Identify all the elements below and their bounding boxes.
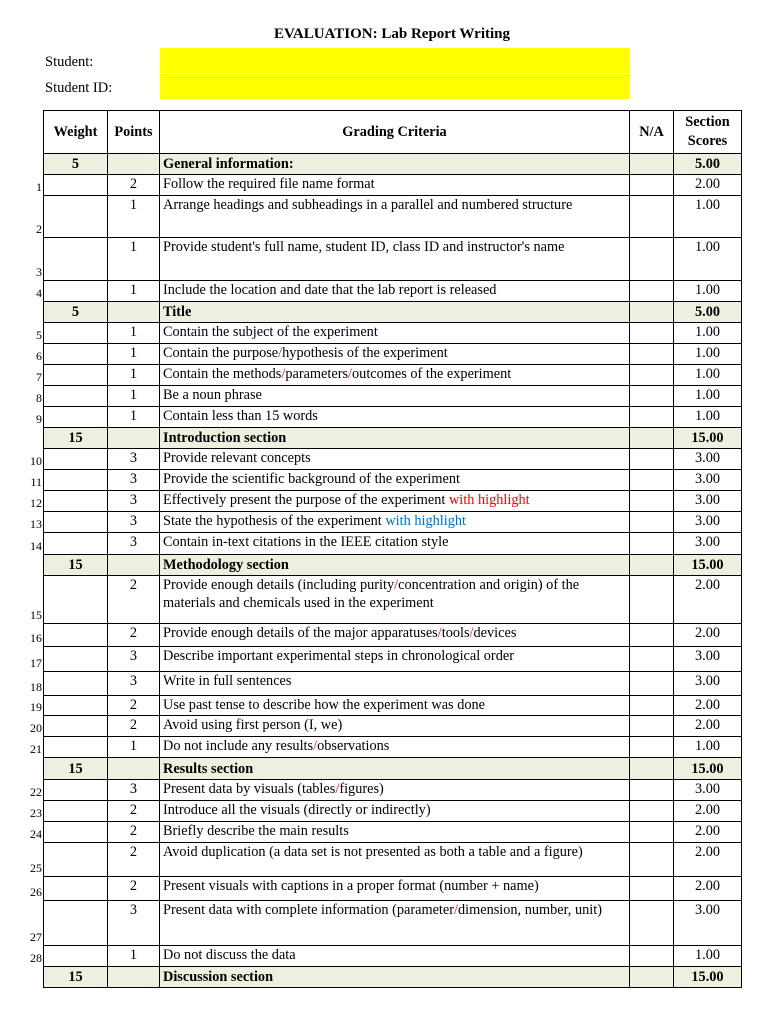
- criteria-na-cell[interactable]: [630, 196, 674, 238]
- section-score: 5.00: [674, 154, 742, 175]
- criteria-text-cell: [160, 822, 630, 843]
- section-na-cell[interactable]: [630, 555, 674, 576]
- row-number: 23: [30, 806, 42, 820]
- criteria-weight: [44, 822, 108, 843]
- criteria-score: 3.00: [674, 449, 742, 470]
- section-title: Methodology section: [160, 555, 630, 576]
- row-number: 15: [30, 608, 42, 622]
- criteria-text: Do not include any results/observations: [163, 738, 390, 754]
- criteria-points: 1: [108, 386, 160, 407]
- criteria-text: Provide the scientific background of the experiment: [163, 471, 460, 487]
- criteria-na-cell[interactable]: [630, 672, 674, 696]
- section-score: 5.00: [674, 302, 742, 323]
- criteria-na-cell[interactable]: [630, 323, 674, 344]
- criteria-score: 2.00: [674, 801, 742, 822]
- criteria-row: [44, 780, 742, 801]
- section-row: [44, 154, 742, 175]
- criteria-score: 1.00: [674, 946, 742, 967]
- criteria-score: 1.00: [674, 323, 742, 344]
- row-number: 26: [30, 885, 42, 899]
- criteria-text-cell: [160, 533, 630, 555]
- section-points: [108, 758, 160, 780]
- criteria-row: [44, 843, 742, 877]
- criteria-row: [44, 512, 742, 533]
- section-na-cell[interactable]: [630, 967, 674, 988]
- criteria-text-cell: [160, 323, 630, 344]
- criteria-text: Contain the purpose/hypothesis of the experiment: [163, 345, 448, 361]
- criteria-text: Present data by visuals (tables/figures): [163, 781, 384, 797]
- criteria-weight: [44, 716, 108, 737]
- criteria-points: 3: [108, 449, 160, 470]
- criteria-score: 1.00: [674, 365, 742, 386]
- section-row: [44, 302, 742, 323]
- criteria-points: 1: [108, 946, 160, 967]
- criteria-weight: [44, 624, 108, 647]
- criteria-points: 3: [108, 901, 160, 946]
- page-title: EVALUATION: Lab Report Writing: [273, 26, 510, 42]
- criteria-text-cell: [160, 624, 630, 647]
- criteria-text-cell: [160, 696, 630, 716]
- criteria-na-cell[interactable]: [630, 737, 674, 758]
- student-label: Student:: [45, 54, 94, 70]
- criteria-na-cell[interactable]: [630, 344, 674, 365]
- criteria-na-cell[interactable]: [630, 877, 674, 901]
- criteria-score: 3.00: [674, 672, 742, 696]
- col-header-na: N/A: [630, 111, 674, 154]
- criteria-score: 1.00: [674, 196, 742, 238]
- section-title: General information:: [160, 154, 630, 175]
- criteria-points: 2: [108, 696, 160, 716]
- criteria-row: [44, 901, 742, 946]
- criteria-points: 1: [108, 365, 160, 386]
- criteria-text: Present visuals with captions in a proper format (number + name): [163, 878, 539, 894]
- criteria-text-cell: [160, 449, 630, 470]
- criteria-points: 3: [108, 470, 160, 491]
- criteria-points: 3: [108, 491, 160, 512]
- criteria-row: [44, 576, 742, 624]
- criteria-points: 1: [108, 196, 160, 238]
- criteria-weight: [44, 737, 108, 758]
- criteria-weight: [44, 780, 108, 801]
- criteria-text: Provide enough details of the major apparatuses/tools/devices: [163, 625, 517, 641]
- row-number: 1: [36, 180, 42, 194]
- criteria-weight: [44, 491, 108, 512]
- criteria-points: 2: [108, 877, 160, 901]
- section-weight: 5: [44, 154, 108, 175]
- student-name-field[interactable]: [160, 48, 630, 73]
- section-row: [44, 555, 742, 576]
- row-number: 21: [30, 742, 42, 756]
- criteria-weight: [44, 576, 108, 624]
- criteria-weight: [44, 801, 108, 822]
- row-number: 17: [30, 656, 42, 670]
- criteria-text-cell: [160, 238, 630, 281]
- row-number: 11: [30, 475, 42, 489]
- criteria-points: 3: [108, 780, 160, 801]
- criteria-text: Include the location and date that the lab report is released: [163, 282, 497, 298]
- row-number: 6: [36, 349, 42, 363]
- criteria-na-cell[interactable]: [630, 470, 674, 491]
- table-header-row: [44, 111, 742, 154]
- criteria-weight: [44, 365, 108, 386]
- criteria-na-cell[interactable]: [630, 946, 674, 967]
- criteria-points: 2: [108, 576, 160, 624]
- criteria-row: [44, 533, 742, 555]
- section-score: 15.00: [674, 555, 742, 576]
- criteria-score: 2.00: [674, 877, 742, 901]
- criteria-row: [44, 238, 742, 281]
- criteria-points: 2: [108, 801, 160, 822]
- criteria-text-cell: [160, 196, 630, 238]
- criteria-weight: [44, 470, 108, 491]
- row-number: 5: [36, 328, 42, 342]
- section-score: 15.00: [674, 967, 742, 988]
- criteria-score: 2.00: [674, 576, 742, 624]
- criteria-weight: [44, 196, 108, 238]
- criteria-na-cell[interactable]: [630, 533, 674, 555]
- section-score: 15.00: [674, 758, 742, 780]
- section-row: [44, 758, 742, 780]
- section-weight: 15: [44, 428, 108, 449]
- criteria-score: 2.00: [674, 696, 742, 716]
- criteria-row: [44, 407, 742, 428]
- section-na-cell[interactable]: [630, 428, 674, 449]
- criteria-score: 3.00: [674, 512, 742, 533]
- criteria-text-cell: [160, 407, 630, 428]
- criteria-score: 1.00: [674, 344, 742, 365]
- section-title: Discussion section: [160, 967, 630, 988]
- criteria-score: 1.00: [674, 386, 742, 407]
- criteria-weight: [44, 843, 108, 877]
- criteria-weight: [44, 238, 108, 281]
- criteria-text-cell: [160, 470, 630, 491]
- criteria-text-cell: [160, 801, 630, 822]
- row-number: 22: [30, 785, 42, 799]
- criteria-na-cell[interactable]: [630, 780, 674, 801]
- criteria-text: Contain less than 15 words: [163, 408, 318, 424]
- student-id-field[interactable]: [160, 74, 630, 99]
- criteria-points: 1: [108, 281, 160, 302]
- criteria-row: [44, 696, 742, 716]
- row-number: 3: [36, 265, 42, 279]
- criteria-weight: [44, 344, 108, 365]
- criteria-score: 1.00: [674, 737, 742, 758]
- row-number: 19: [30, 700, 42, 714]
- section-title: Title: [160, 302, 630, 323]
- col-header-points: Points: [108, 111, 160, 154]
- row-number: 13: [30, 517, 42, 531]
- criteria-text: State the hypothesis of the experiment: [163, 513, 382, 529]
- criteria-text: Avoid using first person (I, we): [163, 717, 343, 733]
- criteria-points: 1: [108, 238, 160, 281]
- criteria-points: 3: [108, 647, 160, 672]
- criteria-text: Use past tense to describe how the experiment was done: [163, 697, 485, 713]
- criteria-text: Provide student's full name, student ID, class ID and instructor's name: [163, 239, 565, 255]
- criteria-text: Introduce all the visuals (directly or indirectly): [163, 802, 431, 818]
- section-row: [44, 967, 742, 988]
- criteria-text-cell: [160, 175, 630, 196]
- criteria-row: [44, 801, 742, 822]
- criteria-text: Contain the methods/parameters/outcomes of the experiment: [163, 366, 512, 382]
- section-points: [108, 428, 160, 449]
- criteria-text: Write in full sentences: [163, 673, 292, 689]
- section-score: 15.00: [674, 428, 742, 449]
- criteria-text: Describe important experimental steps in chronological order: [163, 648, 514, 664]
- criteria-score: 2.00: [674, 624, 742, 647]
- criteria-row: [44, 624, 742, 647]
- col-header-weight: Weight: [44, 111, 108, 154]
- criteria-na-cell[interactable]: [630, 449, 674, 470]
- criteria-text: Contain the subject of the experiment: [163, 324, 378, 340]
- section-na-cell[interactable]: [630, 758, 674, 780]
- criteria-weight: [44, 877, 108, 901]
- criteria-row: [44, 491, 742, 512]
- criteria-text-cell: [160, 877, 630, 901]
- criteria-weight: [44, 901, 108, 946]
- criteria-row: [44, 672, 742, 696]
- criteria-points: 2: [108, 822, 160, 843]
- criteria-score: 3.00: [674, 901, 742, 946]
- criteria-na-cell[interactable]: [630, 238, 674, 281]
- criteria-na-cell[interactable]: [630, 281, 674, 302]
- criteria-text-cell: [160, 281, 630, 302]
- criteria-score: 2.00: [674, 822, 742, 843]
- criteria-row: [44, 822, 742, 843]
- criteria-score: 1.00: [674, 281, 742, 302]
- criteria-text: Avoid duplication (a data set is not presented as both a table and a figure): [163, 844, 583, 860]
- row-number: 12: [30, 496, 42, 510]
- grading-table: [43, 110, 742, 988]
- row-number: 7: [36, 370, 42, 384]
- criteria-na-cell[interactable]: [630, 576, 674, 624]
- criteria-weight: [44, 407, 108, 428]
- criteria-text-cell: [160, 491, 630, 512]
- criteria-text-cell: [160, 901, 630, 946]
- section-na-cell[interactable]: [630, 302, 674, 323]
- criteria-score: 3.00: [674, 780, 742, 801]
- criteria-text-cell: [160, 365, 630, 386]
- criteria-weight: [44, 533, 108, 555]
- criteria-text-cell: [160, 647, 630, 672]
- criteria-points: 1: [108, 344, 160, 365]
- section-title: Results section: [160, 758, 630, 780]
- criteria-score: 2.00: [674, 175, 742, 196]
- col-header-criteria: Grading Criteria: [160, 111, 630, 154]
- row-number: 10: [30, 454, 42, 468]
- criteria-row: [44, 716, 742, 737]
- criteria-text: Contain in-text citations in the IEEE citation style: [163, 534, 449, 550]
- criteria-score: 2.00: [674, 716, 742, 737]
- criteria-weight: [44, 281, 108, 302]
- criteria-row: [44, 386, 742, 407]
- criteria-na-cell[interactable]: [630, 901, 674, 946]
- criteria-row: [44, 281, 742, 302]
- criteria-points: 3: [108, 512, 160, 533]
- criteria-na-cell[interactable]: [630, 716, 674, 737]
- row-number: 20: [30, 721, 42, 735]
- criteria-text: Briefly describe the main results: [163, 823, 349, 839]
- criteria-score: 3.00: [674, 470, 742, 491]
- criteria-row: [44, 877, 742, 901]
- criteria-text-cell: [160, 737, 630, 758]
- row-number: 9: [36, 412, 42, 426]
- section-na-cell[interactable]: [630, 154, 674, 175]
- criteria-points: 2: [108, 624, 160, 647]
- criteria-row: [44, 344, 742, 365]
- criteria-text-cell: [160, 780, 630, 801]
- criteria-score: 3.00: [674, 647, 742, 672]
- criteria-points: 2: [108, 843, 160, 877]
- criteria-row: [44, 196, 742, 238]
- criteria-row: [44, 946, 742, 967]
- criteria-weight: [44, 512, 108, 533]
- criteria-score: 3.00: [674, 533, 742, 555]
- section-points: [108, 154, 160, 175]
- criteria-score: 2.00: [674, 843, 742, 877]
- criteria-weight: [44, 946, 108, 967]
- criteria-na-cell[interactable]: [630, 843, 674, 877]
- student-id-label: Student ID:: [45, 80, 113, 96]
- row-number: 18: [30, 680, 42, 694]
- row-number: 16: [30, 631, 42, 645]
- criteria-na-cell[interactable]: [630, 647, 674, 672]
- criteria-points: 2: [108, 716, 160, 737]
- criteria-na-cell[interactable]: [630, 365, 674, 386]
- row-number: 28: [30, 951, 42, 965]
- section-row: [44, 428, 742, 449]
- criteria-weight: [44, 175, 108, 196]
- criteria-text: Follow the required file name format: [163, 176, 375, 192]
- criteria-text-cell: [160, 576, 630, 624]
- criteria-points: 3: [108, 672, 160, 696]
- criteria-text-cell: [160, 843, 630, 877]
- section-points: [108, 555, 160, 576]
- criteria-text: Provide relevant concepts: [163, 450, 311, 466]
- col-header-section-scores: Section Scores: [674, 111, 742, 154]
- criteria-score: 1.00: [674, 407, 742, 428]
- criteria-text-cell: [160, 512, 630, 533]
- highlight-note: with highlight: [385, 513, 466, 529]
- criteria-text: Effectively present the purpose of the experiment: [163, 492, 446, 508]
- criteria-weight: [44, 672, 108, 696]
- row-number: 2: [36, 222, 42, 236]
- criteria-text-cell: [160, 672, 630, 696]
- criteria-na-cell[interactable]: [630, 175, 674, 196]
- criteria-weight: [44, 647, 108, 672]
- criteria-weight: [44, 449, 108, 470]
- criteria-row: [44, 470, 742, 491]
- criteria-row: [44, 737, 742, 758]
- row-number: 8: [36, 391, 42, 405]
- criteria-na-cell[interactable]: [630, 696, 674, 716]
- criteria-text: Do not discuss the data: [163, 947, 296, 963]
- section-points: [108, 302, 160, 323]
- criteria-points: 2: [108, 175, 160, 196]
- criteria-na-cell[interactable]: [630, 822, 674, 843]
- section-title: Introduction section: [160, 428, 630, 449]
- row-number: 14: [30, 539, 42, 553]
- criteria-row: [44, 323, 742, 344]
- criteria-row: [44, 365, 742, 386]
- criteria-score: 1.00: [674, 238, 742, 281]
- criteria-weight: [44, 386, 108, 407]
- criteria-row: [44, 647, 742, 672]
- criteria-text-cell: [160, 716, 630, 737]
- criteria-weight: [44, 696, 108, 716]
- row-number: 25: [30, 861, 42, 875]
- criteria-text: Be a noun phrase: [163, 387, 262, 403]
- section-weight: 15: [44, 967, 108, 988]
- row-number: 24: [30, 827, 42, 841]
- criteria-points: 3: [108, 533, 160, 555]
- criteria-score: 3.00: [674, 491, 742, 512]
- criteria-points: 1: [108, 737, 160, 758]
- row-number: 4: [36, 286, 42, 300]
- criteria-text-cell: [160, 946, 630, 967]
- criteria-na-cell[interactable]: [630, 801, 674, 822]
- criteria-text-cell: [160, 344, 630, 365]
- section-points: [108, 967, 160, 988]
- criteria-na-cell[interactable]: [630, 386, 674, 407]
- criteria-text: Arrange headings and subheadings in a parallel and numbered structure: [163, 197, 573, 213]
- criteria-text: Provide enough details (including purity/concentration and origin) of the materials and chemicals used in the experiment: [163, 577, 580, 611]
- criteria-points: 1: [108, 407, 160, 428]
- criteria-text-cell: [160, 386, 630, 407]
- criteria-row: [44, 175, 742, 196]
- criteria-na-cell[interactable]: [630, 512, 674, 533]
- criteria-text: Present data with complete information (parameter/dimension, number, unit): [163, 902, 602, 918]
- criteria-na-cell[interactable]: [630, 407, 674, 428]
- criteria-row: [44, 449, 742, 470]
- row-number: 27: [30, 930, 42, 944]
- criteria-na-cell[interactable]: [630, 491, 674, 512]
- criteria-na-cell[interactable]: [630, 624, 674, 647]
- criteria-weight: [44, 323, 108, 344]
- section-weight: 15: [44, 555, 108, 576]
- criteria-points: 1: [108, 323, 160, 344]
- section-weight: 5: [44, 302, 108, 323]
- highlight-note: with highlight: [448, 492, 530, 508]
- section-weight: 15: [44, 758, 108, 780]
